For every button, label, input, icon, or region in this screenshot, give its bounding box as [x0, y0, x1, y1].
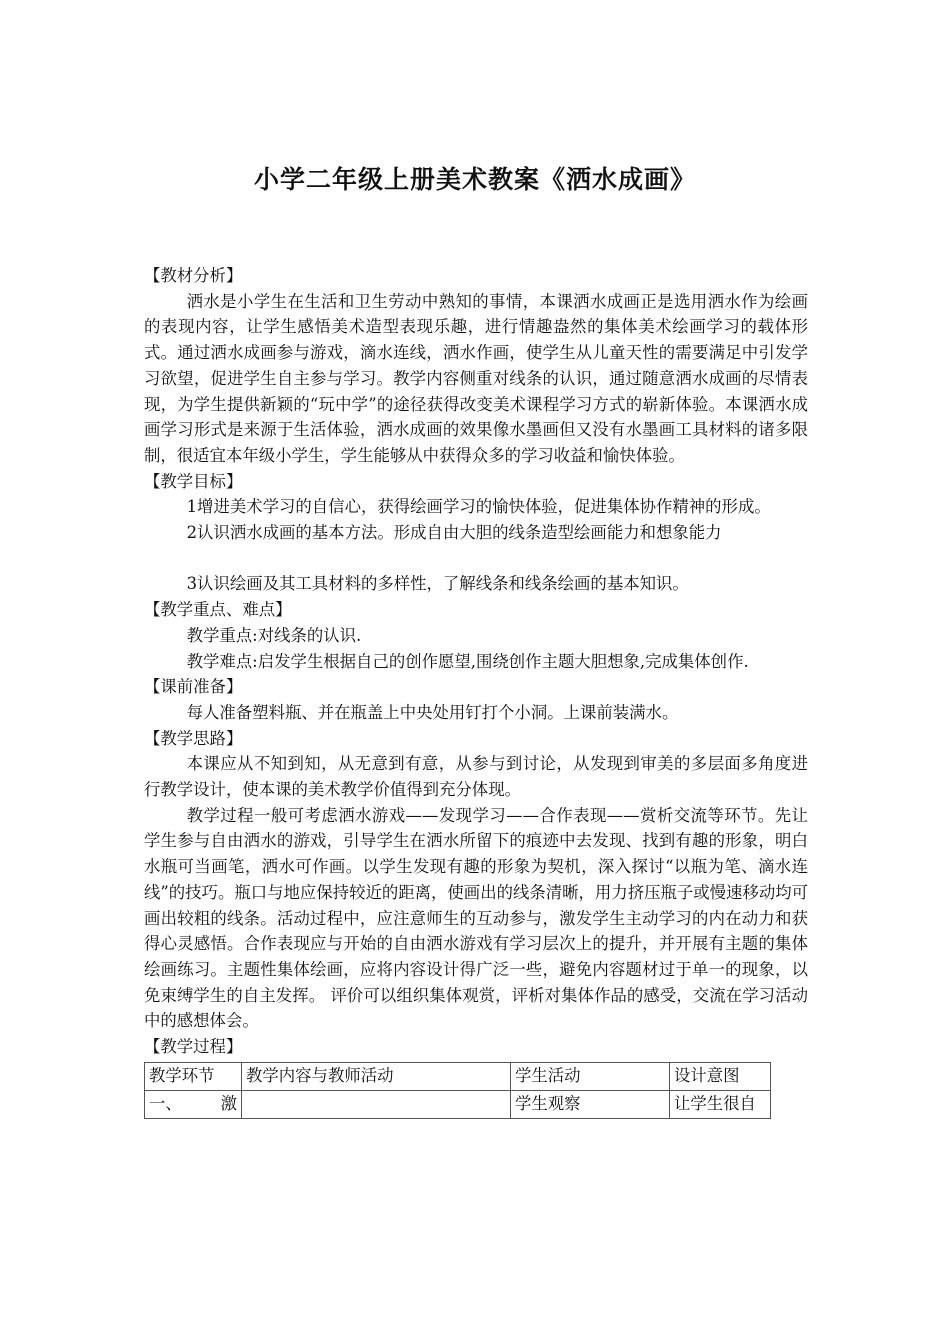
process-table	[144, 1062, 771, 1119]
table-header-cell: 设计意图	[670, 1062, 771, 1090]
table-header-cell: 教学内容与教师活动	[242, 1062, 511, 1090]
page-title: 小学二年级上册美术教案《洒水成画》	[253, 165, 696, 194]
section-heading-analysis: 【教材分析】	[144, 266, 243, 285]
table-row	[145, 1090, 771, 1118]
section-heading-goals: 【教学目标】	[144, 471, 243, 491]
blank-line	[144, 546, 808, 572]
key-point-focus: 教学重点:对线条的认识.	[186, 625, 362, 645]
preparation-paragraph: 每人准备塑料瓶、并在瓶盖上中央处用钉打个小洞。上课前装满水。	[186, 702, 679, 722]
goal-item-2: 2认识洒水成画的基本方法。形成自由大胆的线条造型绘画能力和想象能力	[186, 523, 722, 543]
analysis-paragraph: 洒水是小学生在生活和卫生劳动中熟知的事情，本课洒水成画正是选用洒水作为绘画的表现内容，让学生感悟美术造型表现乐趣，进行情趣盎然的集体美术绘画学习的载体形式。通过洒水成画参与游戏，滴水连线，洒水作画，使学生从儿童天性的需要满足中引发学习欲望，促进学生自主参与学习。教学内容侧重对线条的认识，通过随意洒水成画的尽情表现，为学生提供新颖的“玩中学”的途径获得改变美术课程学习方式的崭新体验。本课洒水成画学习形式是来源于生活体验，洒水成画的效果像水墨画但又没有水墨画工具材料的诸多限制，很适宜本年级小学生，学生能够从中获得众多的学习收益和愉快体验。	[144, 291, 808, 465]
stage-number: 一、	[149, 1094, 182, 1114]
table-cell-content	[242, 1090, 511, 1118]
section-heading-preparation: 【课前准备】	[144, 677, 243, 697]
section-heading-process: 【教学过程】	[144, 1037, 243, 1057]
section-heading-approach: 【教学思路】	[144, 728, 243, 748]
section-heading-key-points: 【教学重点、难点】	[144, 600, 292, 620]
table-header-cell: 教学环节	[145, 1062, 242, 1090]
table-cell-student: 学生观察	[511, 1090, 670, 1118]
table-header-cell: 学生活动	[511, 1062, 670, 1090]
table-cell-intent: 让学生很自	[670, 1090, 771, 1118]
goal-item-1: 1增进美术学习的自信心，获得绘画学习的愉快体验，促进集体协作精神的形成。	[186, 497, 771, 517]
approach-paragraph-2: 教学过程一般可考虑洒水游戏——发现学习——合作表现——赏析交流等环节。先让学生参与自由洒水的游戏，引导学生在洒水所留下的痕迹中去发现、找到有趣的形象，明白水瓶可当画笔，洒水可作画。以学生发现有趣的形象为契机，深入探讨“以瓶为笔、滴水连线”的技巧。瓶口与地应保持较近的距离，使画出的线条清晰，用力挤压瓶子或慢速移动均可画出较粗的线条。活动过程中，应注意师生的互动参与，激发学生主动学习的内在动力和获得心灵感悟。合作表现应与开始的自由洒水游戏有学习层次上的提升，并开展有主题的集体绘画练习。主题性集体绘画，应将内容设计得广泛一些，避免内容题材过于单一的现象，以免束缚学生的自主发挥。 评价可以组织集体观赏，评析对集体作品的感受，交流在学习活动中的感想体会。	[144, 805, 809, 1031]
key-point-difficulty: 教学难点:启发学生根据自己的创作愿望,围绕创作主题大胆想象,完成集体创作.	[186, 651, 749, 671]
table-cell-stage	[145, 1090, 242, 1118]
approach-paragraph-1: 本课应从不知到知，从无意到有意，从参与到讨论，从发现到审美的多层面多角度进行教学设计，使本课的美术教学价值得到充分体现。	[144, 754, 808, 800]
document-body	[144, 263, 808, 1119]
stage-text: 激	[220, 1094, 237, 1114]
table-header-row	[145, 1062, 771, 1090]
goal-item-3: 3认识绘画及其工具材料的多样性，了解线条和线条绘画的基本知识。	[186, 574, 689, 594]
